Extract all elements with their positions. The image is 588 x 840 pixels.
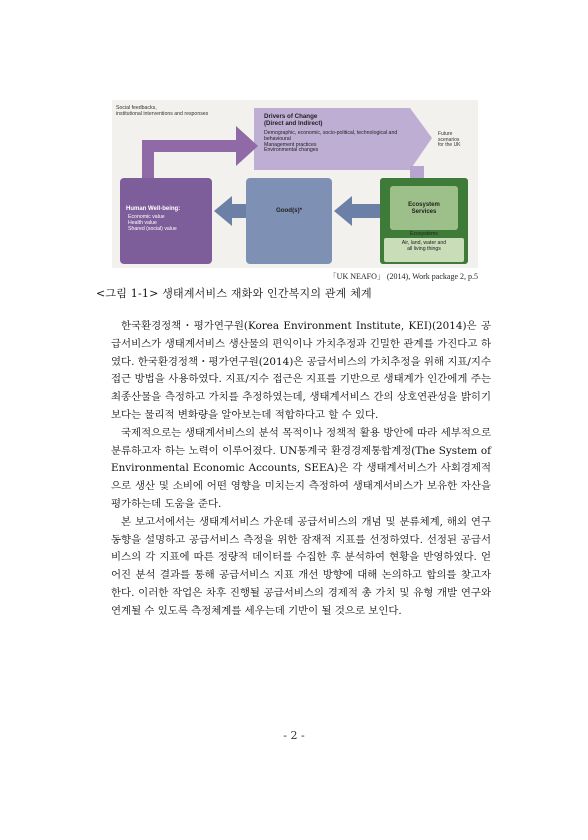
- goods-label: Good(s)*: [275, 207, 303, 214]
- figure-credit: 「UK NEAFO」 (2014), Work package 2, p.5: [328, 272, 478, 281]
- body-text: [111, 318, 491, 621]
- paragraph: 본 보고서에서는 생태계서비스 가운데 공급서비스의 개념 및 분류체계, 해외 연구 동향을 설명하고 공급서비스 측정을 위한 잠재적 지표를 선정하였다. 선정된 공급서비스의 각 지표에 따른 정량적 데이터를 수집한 후 분석하여 현황을 반영하였다. 얻어진 분석 결과를 통해 공급서비스 지표 개선 방향에 대해 논의하고 합의를 찾고자 한다. 이러한 작업은 차후 진행될 공급서비스의 경제적 총 가치 및 유형 개발 연구와 연계될 수 있도록 측정체계를 세우는데 기반이 될 것으로 보인다.: [111, 515, 491, 617]
- figure-caption: <그림 1-1> 생태계서비스 재화와 인간복지의 관계 체계: [96, 287, 372, 300]
- air-land-label: Air, land, water and all living things: [401, 240, 447, 252]
- drivers-item: Demographic, economic, socio-political, technological and behavioural: [264, 130, 398, 142]
- goods-to-wellbeing-arrow: [214, 196, 246, 226]
- ecosystem-to-goods-arrow: [334, 196, 382, 226]
- feedback-arrow: [142, 126, 258, 178]
- paragraph: 국제적으로는 생태계서비스의 분석 목적이나 정책적 활용 방안에 따라 세부적으로 분류하고자 하는 노력이 이루어졌다. UN통계국 환경경제통합계정(The System of Environmental Economic Accounts, SEEA)은 각 생태계서비스가 사회경제적으로 생산 및 소비에 어떤 영향을 미치는지 측정하여 생태계서비스가 보유한 자산을 평가하는데 도움을 준다.: [111, 426, 491, 510]
- drivers-item: Management practices: [264, 141, 317, 148]
- future-scenarios-label: Future scenarios for the UK: [438, 131, 461, 149]
- social-feedbacks-label: Social feedbacks, institutional interventions and responses: [116, 105, 209, 117]
- ecosystems-label: Ecosystems: [410, 231, 438, 237]
- wellbeing-title: Human Well-being:: [126, 206, 181, 212]
- page-number: - 2 -: [283, 729, 305, 742]
- drivers-list: [264, 131, 404, 154]
- paragraph: 한국환경정책・평가연구원(Korea Environment Institute, KEI)(2014)은 공급서비스가 생태계서비스 생산물의 편익이나 가치추정과 긴밀한 관계를 가진다고 하였다. 한국환경정책・평가연구원(2014)은 공급서비스의 가치추정을 위해 지표/지수 접근 방법을 사용하였다. 지표/지수 접근은 지표를 기반으로 생태계가 인간에게 주는 최종산물을 측정하고 가치를 추정하였는데, 생태계서비스 간의 상호연관성을 밝히기 보다는 물리적 변화량을 알아보는데 적합하다고 할 수 있다.: [111, 320, 491, 421]
- drivers-item: Environmental changes: [264, 147, 319, 154]
- drivers-title: Drivers of Change (Direct and Indirect): [264, 113, 323, 127]
- goods-box: [246, 178, 332, 264]
- ecosystem-services-label: Ecosystem Services: [408, 202, 440, 215]
- wellbeing-item: Health value: [128, 219, 157, 226]
- wellbeing-list: [128, 215, 212, 232]
- wellbeing-item: Shared (social) value: [128, 225, 177, 232]
- wellbeing-item: Economic value: [128, 214, 165, 220]
- figure-diagram: [112, 100, 478, 268]
